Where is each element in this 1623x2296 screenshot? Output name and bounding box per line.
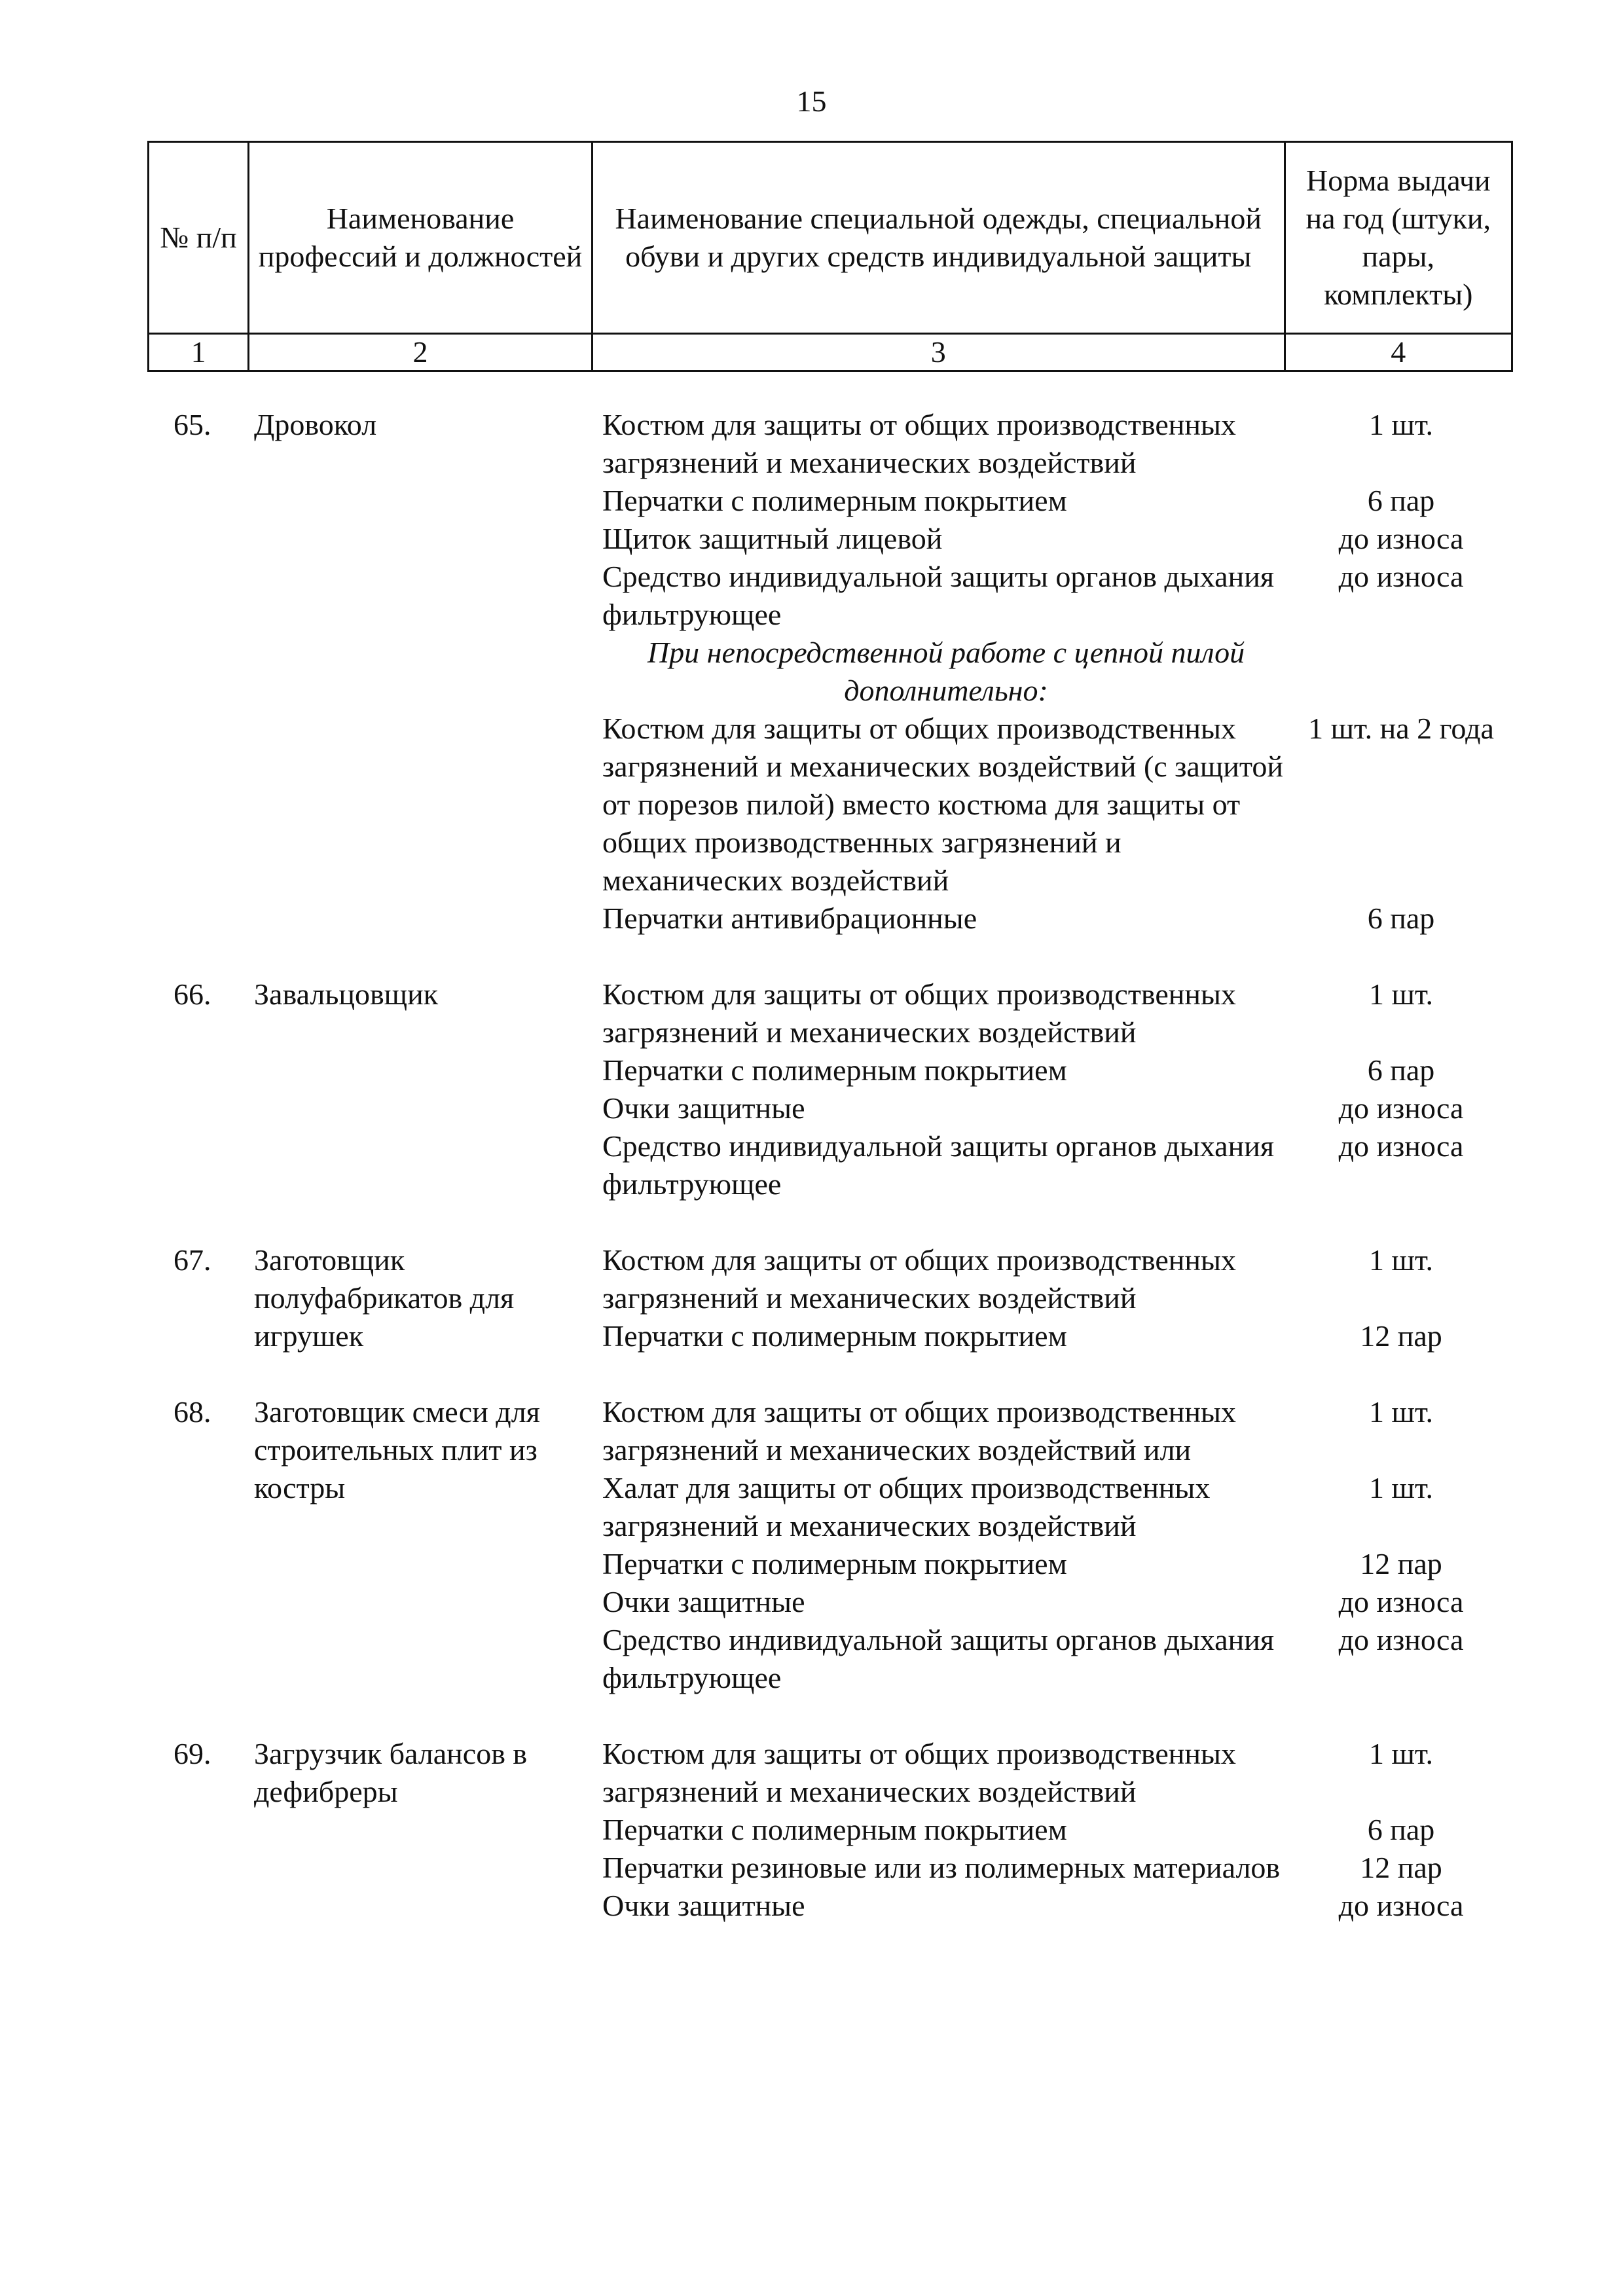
issue-norm: до износа [1338,1585,1464,1618]
equipment-list [602,1241,1516,1355]
equipment-item [602,482,1516,520]
issue-norm: 1 шт. [1368,1395,1434,1429]
equipment-list [602,975,1516,1203]
table-header [147,141,1513,372]
page-number: 15 [796,84,827,118]
issue-norm: 1 шт. [1368,1243,1434,1277]
equipment-item [602,1545,1516,1583]
equipment-item [602,1469,1516,1545]
equipment-name: Перчатки с полимерным покрытием [602,1547,1067,1580]
issue-norm: 12 пар [1360,1319,1442,1353]
header-number-3: 3 [592,334,1285,371]
equipment-name: Костюм для защиты от общих производственных загрязнений и механических воздействий (с защитой от порезов пилой) вместо костюма для защиты от общих производственных загрязнений и механических воздействий [602,712,1283,897]
equipment-name: Перчатки с полимерным покрытием [602,1319,1067,1353]
equipment-item [602,520,1516,558]
issue-norm: 1 шт. [1368,408,1434,441]
header-numbers-row [149,334,1512,371]
header-col-number: № п/п [149,142,249,334]
equipment-item [602,406,1516,482]
equipment-item [602,1051,1516,1089]
header-number-4: 4 [1285,334,1512,371]
equipment-name: Костюм для защиты от общих производственных загрязнений и механических воздействий [602,1243,1236,1315]
header-row [149,142,1512,334]
issue-norm: 6 пар [1367,484,1435,517]
profession-group [147,975,1516,1203]
profession-name: Загрузчик балансов в дефибреры [254,1737,528,1808]
header-number-1: 1 [149,334,249,371]
profession-group [147,406,1516,938]
row-number: 69. [173,1737,211,1770]
issue-norm: до износа [1338,560,1464,593]
equipment-item [602,1127,1516,1203]
issue-norm: 6 пар [1367,1053,1435,1087]
equipment-name: Очки защитные [602,1889,805,1922]
equipment-list [602,1393,1516,1697]
profession-group [147,1735,1516,1925]
equipment-item [602,900,1516,938]
equipment-item [602,975,1516,1051]
equipment-name: Щиток защитный лицевой [602,522,943,555]
condition-note: При непосредственной работе с цепной пилой дополнительно: [647,636,1245,707]
equipment-item [602,558,1516,634]
equipment-name: Очки защитные [602,1091,805,1125]
issue-norm: до износа [1338,1889,1464,1922]
header-col-profession: Наименование профессий и должностей [249,142,593,334]
equipment-name: Халат для защиты от общих производственных загрязнений и механических воздействий [602,1471,1211,1542]
equipment-name: Очки защитные [602,1585,805,1618]
equipment-item [602,1849,1516,1887]
issue-norm: 12 пар [1360,1547,1442,1580]
equipment-item [602,1393,1516,1469]
equipment-name: Перчатки антивибрационные [602,902,977,935]
issue-norm: 6 пар [1367,902,1435,935]
equipment-name: Перчатки с полимерным покрытием [602,1813,1067,1846]
equipment-item [602,1735,1516,1811]
norms-list [147,406,1516,1963]
issue-norm: 1 шт. [1368,977,1434,1011]
equipment-name: Перчатки резиновые или из полимерных материалов [602,1851,1281,1884]
equipment-name: Перчатки с полимерным покрытием [602,484,1067,517]
equipment-item [602,1583,1516,1621]
equipment-name: Костюм для защиты от общих производственных загрязнений и механических воздействий или [602,1395,1236,1467]
profession-name: Заготовщик смеси для строительных плит из костры [254,1395,540,1504]
equipment-name: Средство индивидуальной защиты органов дыхания фильтрующее [602,560,1274,631]
issue-norm: до износа [1338,1623,1464,1656]
equipment-name: Костюм для защиты от общих производственных загрязнений и механических воздействий [602,1737,1236,1808]
issue-norm: 1 шт. на 2 года [1308,712,1494,745]
profession-name: Завальцовщик [254,977,439,1011]
issue-norm: до износа [1338,1129,1464,1163]
equipment-item [602,1317,1516,1355]
equipment-item [602,1811,1516,1849]
issue-norm: 1 шт. [1368,1471,1434,1504]
profession-name: Заготовщик полуфабрикатов для игрушек [254,1243,515,1353]
equipment-name: Средство индивидуальной защиты органов дыхания фильтрующее [602,1129,1274,1201]
issue-norm: 1 шт. [1368,1737,1434,1770]
equipment-item [602,1621,1516,1697]
equipment-item [602,1887,1516,1925]
equipment-name: Костюм для защиты от общих производственных загрязнений и механических воздействий [602,408,1236,479]
equipment-name: Перчатки с полимерным покрытием [602,1053,1067,1087]
profession-name: Дровокол [254,408,377,441]
equipment-item [602,710,1516,900]
profession-group [147,1393,1516,1697]
header-col-norm: Норма выдачи на год (штуки, пары, комплекты) [1285,142,1512,334]
row-number: 66. [173,977,211,1011]
issue-norm: 6 пар [1367,1813,1435,1846]
header-number-2: 2 [249,334,593,371]
issue-norm: до износа [1338,1091,1464,1125]
equipment-name: Костюм для защиты от общих производственных загрязнений и механических воздействий [602,977,1236,1049]
equipment-name: Средство индивидуальной защиты органов дыхания фильтрующее [602,1623,1274,1694]
issue-norm: до износа [1338,522,1464,555]
profession-group [147,1241,1516,1355]
header-col-equipment: Наименование специальной одежды, специальной обуви и других средств индивидуальной защиты [592,142,1285,334]
issue-norm: 12 пар [1360,1851,1442,1884]
row-number: 67. [173,1243,211,1277]
equipment-list [602,406,1516,938]
equipment-list [602,1735,1516,1925]
equipment-item [602,1089,1516,1127]
row-number: 65. [173,408,211,441]
row-number: 68. [173,1395,211,1429]
equipment-item [602,1241,1516,1317]
